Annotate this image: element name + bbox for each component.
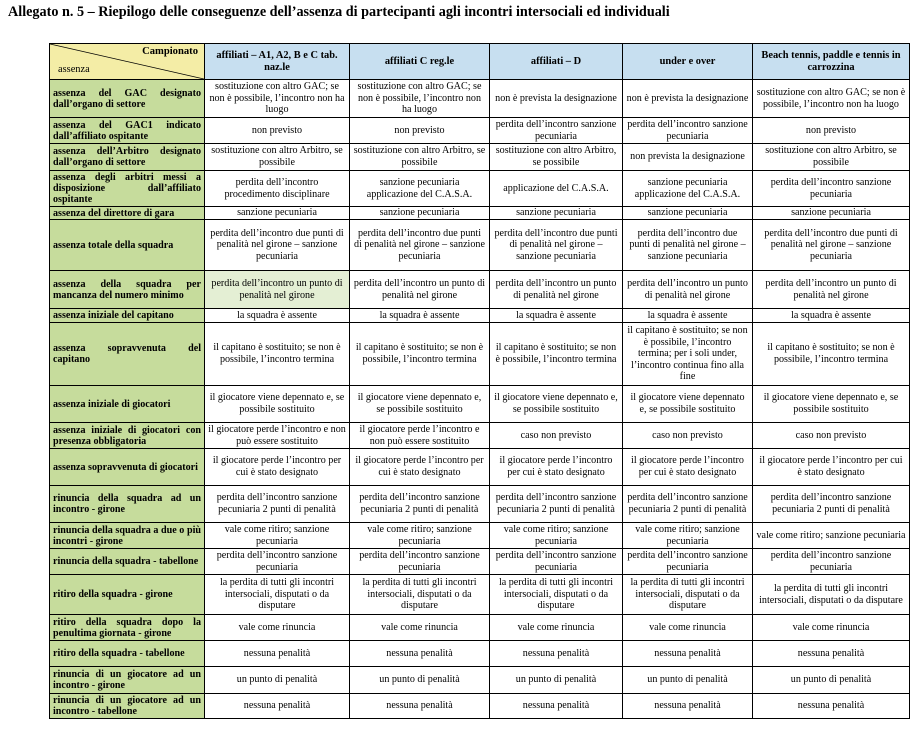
table-cell: la perdita di tutti gli incontri intersociali, disputati o da disputare <box>205 575 350 615</box>
table-cell: il giocatore perde l’incontro per cui è stato designato <box>350 449 490 486</box>
table-row <box>50 549 910 575</box>
table-row <box>50 641 910 667</box>
column-header: affiliati – D <box>490 44 623 80</box>
table-cell: sanzione pecuniaria <box>490 207 623 220</box>
table-cell: il giocatore perde l’incontro per cui è stato designato <box>623 449 753 486</box>
table-cell: sanzione pecuniaria applicazione del C.A.S.A. <box>623 171 753 207</box>
table-row <box>50 171 910 207</box>
table-cell: sostituzione con altro Arbitro, se possibile <box>753 144 910 171</box>
table-cell: nessuna penalità <box>623 641 753 667</box>
table-cell: sostituzione con altro Arbitro, se possibile <box>205 144 350 171</box>
table-cell: nessuna penalità <box>753 694 910 719</box>
table-cell: non previsto <box>205 118 350 144</box>
table-row <box>50 271 910 309</box>
table-cell: nessuna penalità <box>753 641 910 667</box>
table-cell: il capitano è sostituito; se non è possibile, l’incontro termina <box>350 323 490 386</box>
table-row <box>50 207 910 220</box>
table-cell: perdita dell’incontro procedimento disciplinare <box>205 171 350 207</box>
row-label: assenza iniziale di giocatori <box>50 386 205 423</box>
table-cell: un punto di penalità <box>350 667 490 694</box>
table-cell: la squadra è assente <box>205 309 350 323</box>
table-cell: sanzione pecuniaria <box>623 207 753 220</box>
table-cell: nessuna penalità <box>205 694 350 719</box>
table-cell: non è prevista la designazione <box>623 80 753 118</box>
corner-top-label: Campionato <box>142 46 198 57</box>
table-cell: perdita dell’incontro sanzione pecuniaria <box>490 118 623 144</box>
table-cell: perdita dell’incontro sanzione pecuniaria 2 punti di penalità <box>490 486 623 523</box>
row-label: ritiro della squadra - girone <box>50 575 205 615</box>
column-header: Beach tennis, paddle e tennis in carrozzina <box>753 44 910 80</box>
table-cell: il giocatore perde l’incontro per cui è stato designato <box>490 449 623 486</box>
row-label: assenza sopravvenuta di giocatori <box>50 449 205 486</box>
table-row <box>50 694 910 719</box>
table-cell: perdita dell’incontro un punto di penalità nel girone <box>350 271 490 309</box>
table-cell: sanzione pecuniaria <box>205 207 350 220</box>
table-cell: perdita dell’incontro sanzione pecuniaria 2 punti di penalità <box>350 486 490 523</box>
corner-bottom-label: assenza <box>58 64 90 76</box>
table-cell: vale come rinuncia <box>490 615 623 641</box>
table-cell: perdita dell’incontro sanzione pecuniaria 2 punti di penalità <box>623 486 753 523</box>
table-row <box>50 309 910 323</box>
table-cell: perdita dell’incontro due punti di penalità nel girone – sanzione pecuniaria <box>490 220 623 271</box>
table-cell: sostituzione con altro GAC; se non è possibile, l’incontro non ha luogo <box>350 80 490 118</box>
table-cell: nessuna penalità <box>490 694 623 719</box>
table-cell: sanzione pecuniaria applicazione del C.A.S.A. <box>350 171 490 207</box>
table-cell: non prevista la designazione <box>623 144 753 171</box>
row-label: assenza sopravvenuta del capitano <box>50 323 205 386</box>
row-label: rinuncia della squadra a due o più incontri - girone <box>50 523 205 549</box>
table-cell: vale come rinuncia <box>623 615 753 641</box>
table-row <box>50 449 910 486</box>
table-cell: perdita dell’incontro sanzione pecuniaria <box>753 171 910 207</box>
table-cell: sostituzione con altro Arbitro, se possibile <box>490 144 623 171</box>
table-cell: il giocatore viene depennato e, se possibile sostituito <box>753 386 910 423</box>
row-label: assenza del GAC designato dall’organo di settore <box>50 80 205 118</box>
table-cell: perdita dell’incontro due punti di penalità nel girone – sanzione pecuniaria <box>753 220 910 271</box>
table-cell: applicazione del C.A.S.A. <box>490 171 623 207</box>
table-cell: perdita dell’incontro sanzione pecuniaria <box>350 549 490 575</box>
table-row <box>50 323 910 386</box>
table-cell: il capitano è sostituito; se non è possibile, l’incontro termina <box>490 323 623 386</box>
row-label: assenza iniziale del capitano <box>50 309 205 323</box>
table-cell: nessuna penalità <box>205 641 350 667</box>
row-label: assenza totale della squadra <box>50 220 205 271</box>
table-cell: il capitano è sostituito; se non è possibile, l’incontro termina; per i soli under, l’incontro continua fino alla fine <box>623 323 753 386</box>
table-cell: nessuna penalità <box>490 641 623 667</box>
table-cell: sostituzione con altro GAC; se non è possibile, l’incontro non ha luogo <box>753 80 910 118</box>
header-corner <box>50 44 205 80</box>
table-cell: sostituzione con altro GAC; se non è possibile, l’incontro non ha luogo <box>205 80 350 118</box>
row-label: assenza della squadra per mancanza del numero minimo <box>50 271 205 309</box>
table-row <box>50 80 910 118</box>
table-cell: vale come ritiro; sanzione pecuniaria <box>753 523 910 549</box>
table-cell: perdita dell’incontro sanzione pecuniaria <box>205 549 350 575</box>
table-cell: non previsto <box>753 118 910 144</box>
table-cell: perdita dell’incontro sanzione pecuniaria 2 punti di penalità <box>753 486 910 523</box>
table-cell: il giocatore viene depennato e, se possibile sostituito <box>350 386 490 423</box>
table-cell: la perdita di tutti gli incontri intersociali, disputati o da disputare <box>623 575 753 615</box>
table-cell: nessuna penalità <box>350 694 490 719</box>
table-cell: vale come ritiro; sanzione pecuniaria <box>490 523 623 549</box>
table-cell: caso non previsto <box>753 423 910 449</box>
table-cell: perdita dell’incontro sanzione pecuniaria <box>490 549 623 575</box>
table-cell: vale come ritiro; sanzione pecuniaria <box>205 523 350 549</box>
table-row <box>50 220 910 271</box>
table-cell: il giocatore perde l’incontro e non può essere sostituito <box>205 423 350 449</box>
table-row <box>50 667 910 694</box>
row-label: ritiro della squadra dopo la penultima giornata - girone <box>50 615 205 641</box>
table-cell: non è prevista la designazione <box>490 80 623 118</box>
table-cell: la perdita di tutti gli incontri intersociali, disputati o da disputare <box>350 575 490 615</box>
table-row <box>50 615 910 641</box>
row-label: rinuncia di un giocatore ad un incontro - girone <box>50 667 205 694</box>
table-cell: la perdita di tutti gli incontri intersociali, disputati o da disputare <box>753 575 910 615</box>
row-label: ritiro della squadra - tabellone <box>50 641 205 667</box>
page-title: Allegato n. 5 – Riepilogo delle conseguenze dell’assenza di partecipanti agli incontri intersociali ed individuali <box>8 4 670 20</box>
table-cell: perdita dell’incontro sanzione pecuniaria 2 punti di penalità <box>205 486 350 523</box>
table-cell: il giocatore perde l’incontro per cui è stato designato <box>753 449 910 486</box>
table-cell: la squadra è assente <box>490 309 623 323</box>
table-cell: nessuna penalità <box>350 641 490 667</box>
table-cell: il giocatore perde l’incontro per cui è stato designato <box>205 449 350 486</box>
row-label: rinuncia della squadra - tabellone <box>50 549 205 575</box>
table-cell: un punto di penalità <box>753 667 910 694</box>
table-row <box>50 523 910 549</box>
table-cell: perdita dell’incontro due punti di penalità nel girone – sanzione pecuniaria <box>623 220 753 271</box>
table-cell: perdita dell’incontro un punto di penalità nel girone <box>753 271 910 309</box>
table-cell: vale come rinuncia <box>753 615 910 641</box>
table-cell: perdita dell’incontro due punti di penalità nel girone – sanzione pecuniaria <box>350 220 490 271</box>
row-label: assenza del GAC1 indicato dall’affiliato ospitante <box>50 118 205 144</box>
table-cell: perdita dell’incontro un punto di penalità nel girone <box>490 271 623 309</box>
header-row <box>50 44 910 80</box>
table-cell: caso non previsto <box>490 423 623 449</box>
table-cell: sanzione pecuniaria <box>753 207 910 220</box>
table-cell: non previsto <box>350 118 490 144</box>
row-label: assenza iniziale di giocatori con presenza obbligatoria <box>50 423 205 449</box>
table-cell: il capitano è sostituito; se non è possibile, l’incontro termina <box>753 323 910 386</box>
table-cell: il giocatore viene depennato e, se possibile sostituito <box>623 386 753 423</box>
table-cell: perdita dell’incontro due punti di penalità nel girone – sanzione pecuniaria <box>205 220 350 271</box>
table-row <box>50 575 910 615</box>
table-row <box>50 118 910 144</box>
table-cell: perdita dell’incontro un punto di penalità nel girone <box>205 271 350 309</box>
table-cell: sostituzione con altro Arbitro, se possibile <box>350 144 490 171</box>
table-cell: il capitano è sostituito; se non è possibile, l’incontro termina <box>205 323 350 386</box>
row-label: rinuncia della squadra ad un incontro - girone <box>50 486 205 523</box>
table-cell: perdita dell’incontro sanzione pecuniaria <box>623 549 753 575</box>
table-cell: un punto di penalità <box>205 667 350 694</box>
table-cell: il giocatore perde l’incontro e non può essere sostituito <box>350 423 490 449</box>
column-header: under e over <box>623 44 753 80</box>
column-header: affiliati – A1, A2, B e C tab. naz.le <box>205 44 350 80</box>
table-cell: il giocatore viene depennato e, se possibile sostituito <box>205 386 350 423</box>
table-row <box>50 386 910 423</box>
table-cell: la squadra è assente <box>753 309 910 323</box>
table-row <box>50 423 910 449</box>
table-cell: vale come ritiro; sanzione pecuniaria <box>350 523 490 549</box>
table-cell: vale come rinuncia <box>205 615 350 641</box>
table-cell: perdita dell’incontro un punto di penalità nel girone <box>623 271 753 309</box>
table-cell: il giocatore viene depennato e, se possibile sostituito <box>490 386 623 423</box>
table-cell: un punto di penalità <box>490 667 623 694</box>
table-cell: un punto di penalità <box>623 667 753 694</box>
table-cell: la squadra è assente <box>623 309 753 323</box>
table-row <box>50 144 910 171</box>
row-label: assenza dell’Arbitro designato dall’organo di settore <box>50 144 205 171</box>
column-header: affiliati C reg.le <box>350 44 490 80</box>
table-cell: vale come rinuncia <box>350 615 490 641</box>
table-row <box>50 486 910 523</box>
row-label: assenza degli arbitri messi a disposizione dall’affiliato ospitante <box>50 171 205 207</box>
table-cell: perdita dell’incontro sanzione pecuniaria <box>753 549 910 575</box>
table-cell: la squadra è assente <box>350 309 490 323</box>
table-cell: caso non previsto <box>623 423 753 449</box>
table-cell: vale come ritiro; sanzione pecuniaria <box>623 523 753 549</box>
table-cell: sanzione pecuniaria <box>350 207 490 220</box>
table-cell: la perdita di tutti gli incontri intersociali, disputati o da disputare <box>490 575 623 615</box>
table-cell: nessuna penalità <box>623 694 753 719</box>
consequences-table <box>49 43 910 719</box>
row-label: assenza del direttore di gara <box>50 207 205 220</box>
table-cell: perdita dell’incontro sanzione pecuniaria <box>623 118 753 144</box>
row-label: rinuncia di un giocatore ad un incontro - tabellone <box>50 694 205 719</box>
